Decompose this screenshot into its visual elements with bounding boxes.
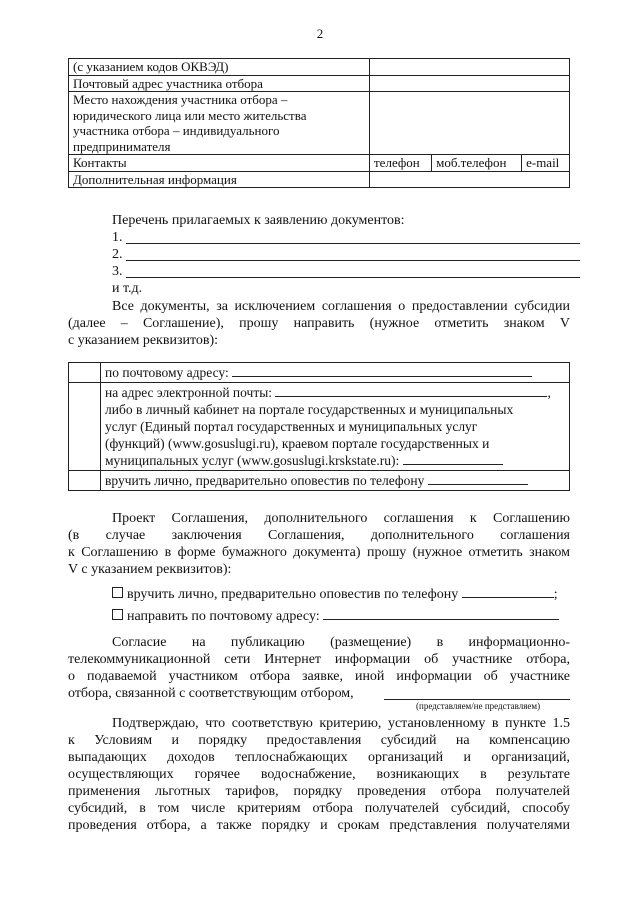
draft-option-in-person: [112, 585, 558, 603]
contacts-label: Контакты: [69, 155, 370, 172]
consent-field[interactable]: [384, 699, 570, 700]
attachment-line-3[interactable]: [126, 277, 580, 278]
page-number: 2: [316, 26, 324, 41]
in-person-option: [101, 471, 570, 491]
draft-option-postal-label: направить по почтовому адресу:: [127, 609, 320, 624]
confirm-line: выпадающих доходов теплоснабжающих организаций и организаций,: [68, 750, 570, 765]
email-option-line: (функций) (www.gosuslugi.ru), краевом портале государственных и: [105, 436, 490, 451]
additional-info-value-cell[interactable]: [370, 171, 570, 188]
email-option-label: на адрес электронной почты:: [105, 385, 273, 400]
email-option: [101, 383, 570, 471]
draft-phone-field[interactable]: [462, 585, 554, 598]
consent-line: телекоммуникационной сети Интернет информации об участнике отбора,: [68, 652, 570, 667]
draft-para-line: (в случае заключения Соглашения, дополнительного соглашения: [68, 528, 570, 543]
postal-address-label: Почтовый адрес участника отбора: [69, 75, 370, 92]
consent-caption: (представляем/не представляем): [416, 701, 541, 711]
in-person-phone-field[interactable]: [428, 472, 528, 485]
confirm-line: осуществляющих горячее водоснабжение, возникающих в результате: [68, 767, 570, 782]
draft-para-line: к Соглашению в форме бумажного документа) прошу (нужное отметить знаком: [68, 545, 570, 560]
location-label-line: Место нахождения участника отбора –: [73, 92, 288, 107]
attachment-number: 2.: [112, 247, 123, 262]
table-row: [69, 92, 570, 155]
additional-info-label: Дополнительная информация: [69, 171, 370, 188]
location-label-line: участника отбора – индивидуального: [73, 123, 280, 138]
table-row: [69, 171, 570, 188]
email-address-field[interactable]: [275, 384, 547, 397]
consent-line: Согласие на публикацию (размещение) в информационно-: [112, 635, 570, 650]
consent-line: отбора, связанной с соответствующим отбором,: [68, 686, 354, 701]
attachment-line-1[interactable]: [126, 243, 580, 244]
delivery-method-table: [68, 362, 570, 491]
okved-value-cell[interactable]: [370, 59, 570, 76]
checkbox-icon[interactable]: [112, 587, 123, 598]
postal-checkbox-cell[interactable]: [69, 363, 101, 383]
attachments-etc: и т.д.: [112, 281, 143, 296]
draft-option-in-person-label: вручить лично, предварительно оповестив по телефону: [127, 587, 459, 602]
attachment-number: 1.: [112, 230, 123, 245]
draft-para-line: Проект Соглашения, дополнительного соглашения к Соглашению: [112, 511, 570, 526]
table-row: [69, 383, 570, 471]
email-checkbox-cell[interactable]: [69, 383, 101, 471]
draft-para-line: V с указанием реквизитов):: [68, 562, 232, 577]
participant-info-table: [68, 58, 570, 188]
table-row: [69, 155, 570, 172]
send-docs-line: Все документы, за исключением соглашения о предоставлении субсидии: [112, 299, 570, 314]
send-docs-line: (далее – Соглашение), прошу направить (нужное отметить знаком V: [68, 316, 570, 331]
email-option-line: муниципальных услуг (www.gosuslugi.krskstate.ru):: [105, 453, 400, 468]
mobile-phone-cell[interactable]: моб.телефон: [432, 155, 522, 172]
confirm-line: Подтверждаю, что соответствую критерию, установленному в пункте 1.5: [112, 716, 570, 731]
table-row: [69, 471, 570, 491]
attachments-heading: Перечень прилагаемых к заявлению документов:: [112, 213, 405, 228]
draft-postal-field[interactable]: [323, 607, 559, 620]
email-cell[interactable]: e-mail: [522, 155, 570, 172]
draft-option-semicolon: ;: [553, 587, 558, 602]
email-comma: ,: [547, 385, 551, 400]
send-docs-line: с указанием реквизитов):: [68, 333, 219, 348]
email-option-line: либо в личный кабинет на портале государственных и муниципальных: [105, 402, 514, 417]
in-person-checkbox-cell[interactable]: [69, 471, 101, 491]
draft-option-postal: [112, 607, 559, 625]
postal-address-field[interactable]: [232, 364, 532, 377]
location-label: [69, 92, 370, 155]
attachment-line-2[interactable]: [126, 260, 580, 261]
portal-account-field[interactable]: [403, 452, 503, 465]
confirm-line: субсидий, в том числе критериям отбора получателей субсидий, способу: [68, 801, 570, 816]
location-value-cell[interactable]: [370, 92, 570, 155]
okved-label: (с указанием кодов ОКВЭД): [69, 59, 370, 76]
location-label-line: предпринимателя: [73, 138, 171, 154]
table-row: [69, 363, 570, 383]
table-row: [69, 75, 570, 92]
checkbox-icon[interactable]: [112, 609, 123, 620]
location-label-line: юридического лица или место жительства: [73, 107, 307, 123]
attachment-number: 3.: [112, 264, 123, 279]
confirm-line: применения льготных тарифов, порядку проведения отбора получателей: [68, 784, 570, 799]
in-person-option-label: вручить лично, предварительно оповестив по телефону: [105, 473, 425, 488]
postal-option-label: по почтовому адресу:: [105, 365, 229, 380]
consent-line: о подаваемой участником отбора заявке, иной информации об участнике: [68, 669, 570, 684]
email-option-line: услуг (Единый портал государственных и муниципальных услуг: [105, 419, 478, 434]
phone-cell[interactable]: телефон: [370, 155, 432, 172]
postal-option: [101, 363, 570, 383]
confirm-line: к Условиям и порядку предоставления субсидий на компенсацию: [68, 733, 570, 748]
confirm-line: проведения отбора, а также порядку и срокам представления получателями: [68, 818, 570, 833]
table-row: [69, 59, 570, 76]
postal-address-value-cell[interactable]: [370, 75, 570, 92]
